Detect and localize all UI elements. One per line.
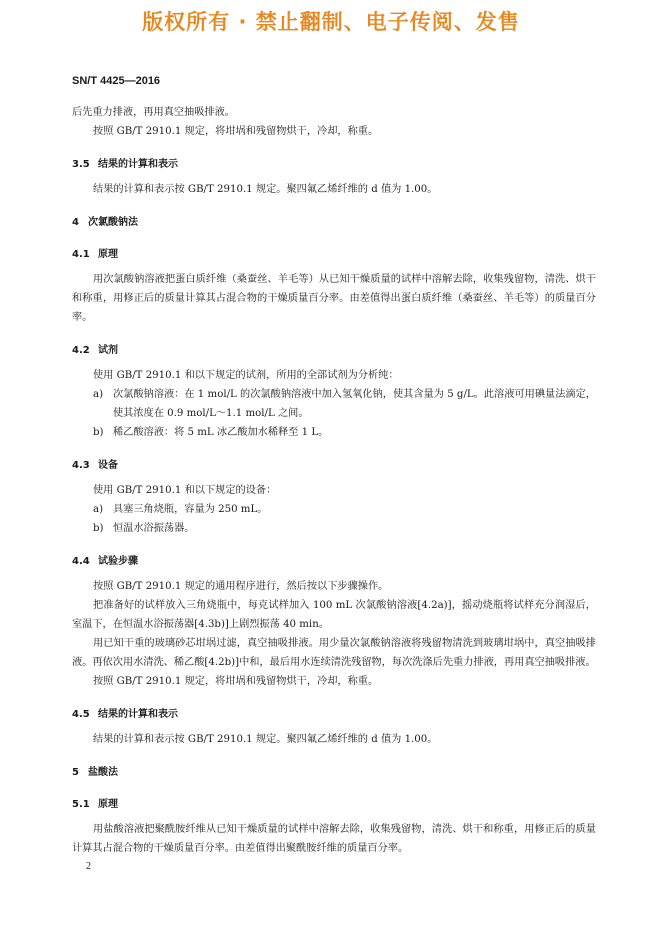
paragraph: 使用 GB/T 2910.1 和以下规定的设备：: [93, 485, 277, 496]
section-title: 次氯酸钠法: [88, 217, 138, 228]
paragraph: 结果的计算和表示按 GB/T 2910.1 规定。聚四氟乙烯纤维的 d 值为 1.00。: [93, 184, 438, 195]
section-title: 结果的计算和表示: [98, 159, 178, 170]
section-heading: [72, 796, 596, 813]
section-number: 4.4: [72, 556, 90, 567]
list-item-text: 具塞三角烧瓶，容量为 250 mL。: [113, 504, 268, 515]
list-item-text: 恒温水浴振荡器。: [113, 523, 195, 534]
list-item-label: b): [93, 427, 104, 438]
section-title: 原理: [98, 249, 118, 260]
paragraph: 后先重力排液，再用真空抽吸排液。: [72, 107, 235, 118]
paragraph: 用盐酸溶液把聚酰胺纤维从已知干燥质量的试样中溶解去除，收集残留物，清洗、烘干和称重，用修正后的质量计算其占混合物的干燥质量百分率。由差值得出聚酰胺纤维的质量百分率。: [72, 824, 596, 854]
list-item-text: 稀乙酸溶液：将 5 mL 冰乙酸加水稀释至 1 L。: [113, 427, 329, 438]
list-item-label: a): [93, 389, 104, 400]
paragraph: 按照 GB/T 2910.1 规定的通用程序进行，然后按以下步骤操作。: [93, 581, 389, 592]
document-body: [72, 103, 596, 858]
section-number: 3.5: [72, 159, 90, 170]
paragraph: 结果的计算和表示按 GB/T 2910.1 规定。聚四氟乙烯纤维的 d 值为 1.00。: [93, 734, 438, 745]
section-heading: [72, 156, 596, 173]
section-number: 4.1: [72, 249, 90, 260]
list-item: [93, 500, 596, 519]
section-heading: [72, 246, 596, 263]
section-heading: [72, 457, 596, 474]
section-heading: [72, 706, 596, 723]
section-title: 试验步骤: [98, 556, 138, 567]
paragraph: 把准备好的试样放入三角烧瓶中，每克试样加入 100 mL 次氯酸钠溶液[4.2a)]，摇动烧瓶将试样充分润湿后，室温下，在恒温水浴振荡器[4.3b)]上剧烈振荡 40 min。: [72, 600, 596, 630]
copyright-watermark: 版权所有 · 禁止翻制、电子传阅、发售: [142, 10, 520, 34]
list-item-text: 次氯酸钠溶液：在 1 mol/L 的次氯酸钠溶液中加入氢氧化钠，使其含量为 5 g/L。此溶液可用碘量法滴定，使其浓度在 0.9 mol/L～1.1 mol/L 之间。: [113, 389, 596, 419]
paragraph: 使用 GB/T 2910.1 和以下规定的试剂，所用的全部试剂为分析纯：: [93, 370, 399, 381]
standard-number: SN/T 4425—2016: [72, 75, 161, 87]
section-number: 4.5: [72, 709, 90, 720]
section-heading: [72, 764, 596, 781]
page-number: 2: [86, 861, 91, 872]
list-item: [93, 519, 596, 538]
section-heading: [72, 553, 596, 570]
section-number: 4.2: [72, 345, 90, 356]
list-item-label: a): [93, 504, 104, 515]
list-item: [93, 423, 596, 442]
section-title: 结果的计算和表示: [98, 709, 178, 720]
paragraph: 按照 GB/T 2910.1 规定，将坩埚和残留物烘干，冷却，称重。: [93, 126, 379, 137]
paragraph: 按照 GB/T 2910.1 规定，将坩埚和残留物烘干，冷却，称重。: [93, 676, 379, 687]
list-item: [93, 385, 596, 423]
section-title: 原理: [98, 799, 118, 810]
paragraph: 用已知干重的玻璃砂芯坩埚过滤，真空抽吸排液。用少量次氯酸钠溶液将残留物清洗到玻璃坩埚中，真空抽吸排液。再依次用水清洗、稀乙酸[4.2b)]中和，最后用水连续清洗残留物，每次洗涤后先重力排液，再用真空抽吸排液。: [72, 638, 596, 668]
list-item-label: b): [93, 523, 104, 534]
section-number: 5: [72, 767, 79, 778]
section-number: 4: [72, 217, 79, 228]
section-title: 盐酸法: [88, 767, 118, 778]
section-number: 5.1: [72, 799, 90, 810]
section-title: 设备: [98, 460, 118, 471]
section-number: 4.3: [72, 460, 90, 471]
section-heading: [72, 214, 596, 231]
paragraph: 用次氯酸钠溶液把蛋白质纤维（桑蚕丝、羊毛等）从已知干燥质量的试样中溶解去除，收集残留物，清洗、烘干和称重，用修正后的质量计算其占混合物的干燥质量百分率。由差值得出蛋白质纤维（桑蚕丝、羊毛等）的质量百分率。: [72, 274, 596, 323]
section-heading: [72, 342, 596, 359]
section-title: 试剂: [98, 345, 118, 356]
